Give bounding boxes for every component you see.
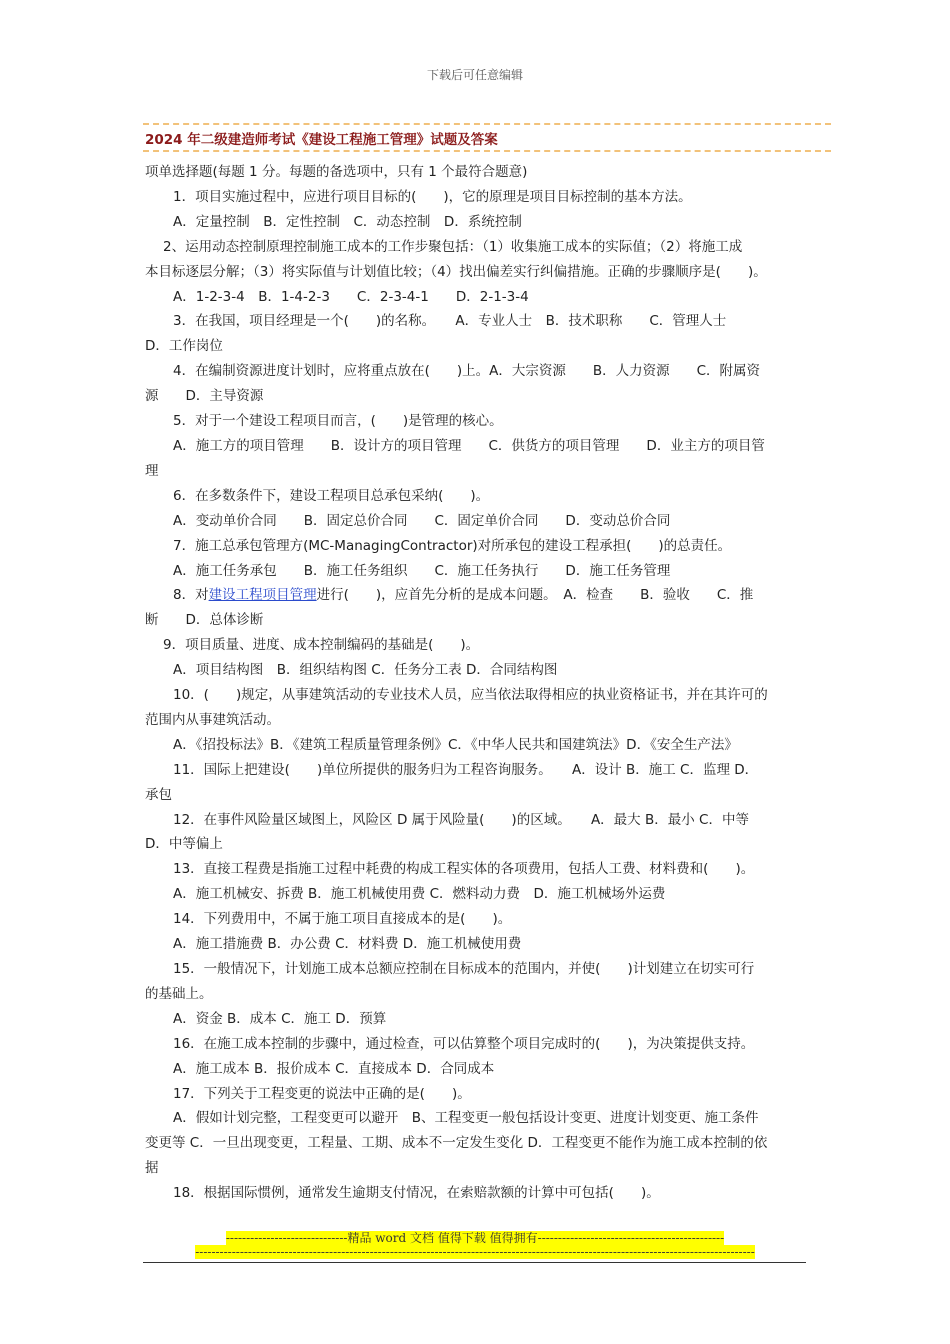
question-body: [145, 160, 810, 1206]
question-17-options-line2: 变更等 C．一旦出现变更，工程量、工期、成本不一定发生变化 D．工程变更不能作为施工成本控制的依: [145, 1135, 768, 1152]
question-12-line1: 12．在事件风险量区域图上，风险区 D 属于风险量( )的区域。 A．最大 B．最小 C．中等: [173, 811, 749, 828]
footer-dashes: [0, 1245, 950, 1259]
question-8-line1: [145, 583, 810, 608]
question-16: 16．在施工成本控制的步骤中，通过检查，可以估算整个项目完成时的( )，为决策提供支持。: [173, 1035, 755, 1052]
question-17-options-line3: 据: [145, 1160, 159, 1177]
question-2-line1: 2、运用动态控制原理控制施工成本的工作步聚包括：（1）收集施工成本的实际值；（2）将施工成: [163, 238, 743, 255]
question-5-options-line1: A．施工方的项目管理 B．设计方的项目管理 C．供货方的项目管理 D．业主方的项目管: [173, 437, 765, 454]
question-10-line2: 范围内从事建筑活动。: [145, 711, 280, 728]
question-6: 6．在多数条件下，建设工程项目总承包采纳( )。: [173, 487, 490, 504]
section-heading: 项单选择题(每题 1 分。每题的备选项中，只有 1 个最符合题意): [145, 164, 528, 180]
question-11-line2: 承包: [145, 786, 172, 803]
page-header: 下载后可任意编辑: [426, 68, 523, 82]
question-18: 18．根据国际惯例，通常发生逾期支付情况，在索赔款额的计算中可包括( )。: [173, 1185, 660, 1202]
question-7: 7．施工总承包管理方(MC-ManagingContractor)对所承包的建设工程承担( )的总责任。: [173, 537, 732, 554]
question-14-options: A．施工措施费 B．办公费 C．材料费 D．施工机械使用费: [173, 936, 522, 953]
question-6-options: A．变动单价合同 B．固定总价合同 C．固定单价合同 D．变动总价合同: [173, 512, 671, 529]
question-14: 14．下列费用中，不属于施工项目直接成本的是( )。: [173, 911, 512, 928]
question-8-line2: 断 D．总体诊断: [145, 612, 264, 629]
document-title: 2024 年二级建造师考试《建设工程施工管理》试题及答案: [145, 132, 498, 148]
project-management-link[interactable]: 建设工程项目管理: [208, 587, 317, 604]
footer-rule: [143, 1262, 806, 1263]
question-4-line1: 4．在编制资源进度计划时，应将重点放在( )上。A．大宗资源 B．人力资源 C．附属资: [173, 363, 761, 380]
question-10-line1: 10．( )规定，从事建筑活动的专业技术人员，应当依法取得相应的执业资格证书，并在其许可的: [173, 687, 768, 704]
question-11-line1: 11．国际上把建设( )单位所提供的服务归为工程咨询服务。 A．设计 B．施工 C．监理 D．: [173, 761, 759, 778]
question-10-options: A．《招投标法》B．《建筑工程质量管理条例》C．《中华人民共和国建筑法》D．《安全生产法》: [173, 736, 738, 753]
question-9: 9．项目质量、进度、成本控制编码的基础是( )。: [163, 637, 480, 654]
question-9-options: A．项目结构图 B．组织结构图 C．任务分工表 D．合同结构图: [173, 662, 558, 679]
header-divider-top: [143, 123, 831, 125]
question-15-options: A．资金 B．成本 C．施工 D．预算: [173, 1010, 387, 1027]
question-17: 17．下列关于工程变更的说法中正确的是( )。: [173, 1085, 471, 1102]
question-5-options-line2: 理: [145, 462, 159, 479]
question-3-line2: D．工作岗位: [145, 338, 223, 355]
question-5: 5．对于一个建设工程项目而言，( )是管理的核心。: [173, 413, 503, 430]
question-2-line2: 本目标逐层分解；（3）将实际值与计划值比较；（4）找出偏差实行纠偏措施。正确的步骤顺序是( )。: [145, 263, 767, 280]
footer-dashes-text: ------------------------------------------------------------------------------------------------------------------------------------------: [195, 1245, 755, 1259]
question-2-options: A．1-2-3-4 B．1-4-2-3 C．2-3-4-1 D．2-1-3-4: [173, 288, 529, 305]
question-13: 13．直接工程费是指施工过程中耗费的构成工程实体的各项费用，包括人工费、材料费和( )。: [173, 861, 755, 878]
question-15-line2: 的基础上。: [145, 985, 213, 1002]
question-8-prefix: 8．对: [173, 587, 209, 604]
question-15-line1: 15．一般情况下，计划施工成本总额应控制在目标成本的范围内，并使( )计划建立在切实可行: [173, 961, 755, 977]
question-8-suffix: 进行( )，应首先分析的是成本问题。 A．检查 B．验收 C．推: [316, 587, 754, 604]
question-17-options-line1: A．假如计划完整，工程变更可以避开 B、工程变更一般包括设计变更、进度计划变更、施工条件: [173, 1110, 759, 1127]
header-divider-bottom: [143, 150, 831, 152]
question-4-line2: 源 D．主导资源: [145, 388, 264, 405]
question-16-options: A．施工成本 B．报价成本 C．直接成本 D．合同成本: [173, 1060, 495, 1077]
question-1: 1．项目实施过程中，应进行项目目标的( )，它的原理是项目目标控制的基本方法。: [173, 188, 692, 205]
question-7-options: A．施工任务承包 B．施工任务组织 C．施工任务执行 D．施工任务管理: [173, 562, 671, 579]
question-3-line1: 3．在我国，项目经理是一个( )的名称。 A．专业人士 B．技术职称 C．管理人士: [173, 313, 727, 330]
question-12-line2: D．中等偏上: [145, 836, 223, 853]
question-1-options: A．定量控制 B．定性控制 C．动态控制 D．系统控制: [173, 213, 522, 230]
footer-banner: [0, 1229, 950, 1246]
footer-banner-text: ------------------------------精品 word 文档 值得下载 值得拥有----------------------------------------------: [225, 1231, 725, 1245]
question-13-options: A．施工机械安、拆费 B．施工机械使用费 C．燃料动力费 D．施工机械场外运费: [173, 886, 666, 903]
